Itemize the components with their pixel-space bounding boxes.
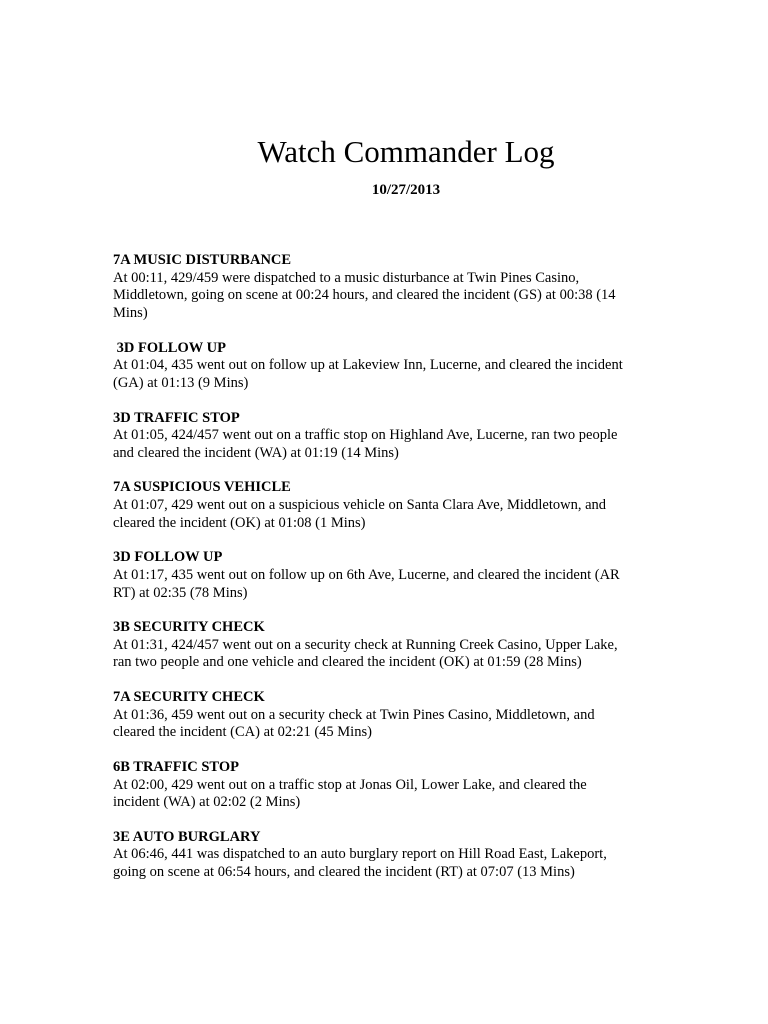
log-entry [113,252,653,323]
entry-line: At 06:46, 441 was dispatched to an auto burglary report on Hill Road East, Lakeport, [113,846,607,863]
entry-body [113,427,653,462]
entry-body [113,270,653,323]
entry-heading: 3D FOLLOW UP [113,339,226,356]
entry-heading: 3E AUTO BURGLARY [113,828,261,845]
log-entries [113,252,653,899]
entry-heading: 3B SECURITY CHECK [113,619,265,636]
entry-body [113,846,653,881]
entry-line: At 01:05, 424/457 went out on a traffic stop on Highland Ave, Lucerne, ran two people [113,427,618,444]
entry-heading: 7A MUSIC DISTURBANCE [113,252,292,268]
log-entry [113,340,653,393]
entry-heading: 6B TRAFFIC STOP [113,759,239,776]
entry-line: At 00:11, 429/459 were dispatched to a music disturbance at Twin Pines Casino, [113,269,580,286]
log-entry [113,689,653,742]
log-entry [113,829,653,882]
entry-line: and cleared the incident (WA) at 01:19 (14 Mins) [113,444,399,461]
entry-line: At 01:17, 435 went out on follow up on 6th Ave, Lucerne, and cleared the incident (AR [113,566,620,583]
entry-line: incident (WA) at 02:02 (2 Mins) [113,794,301,811]
entry-body [113,497,653,532]
entry-line: cleared the incident (OK) at 01:08 (1 Mins) [113,514,366,531]
entry-body [113,777,653,812]
entry-heading: 3D FOLLOW UP [113,549,223,566]
entry-line: At 01:07, 429 went out on a suspicious vehicle on Santa Clara Ave, Middletown, and [113,496,607,513]
entry-body [113,637,653,672]
entry-heading: 7A SECURITY CHECK [113,689,265,706]
entry-line: (GA) at 01:13 (9 Mins) [113,374,249,391]
entry-line: going on scene at 06:54 hours, and cleared the incident (RT) at 07:07 (13 Mins) [113,864,575,881]
entry-line: At 01:04, 435 went out on follow up at Lakeview Inn, Lucerne, and cleared the incident [113,357,623,374]
log-entry [113,759,653,812]
entry-body [113,567,653,602]
entry-line: Middletown, going on scene at 00:24 hours, and cleared the incident (GS) at 00:38 (14 [113,287,616,304]
entry-line: At 01:36, 459 went out on a security check at Twin Pines Casino, Middletown, and [113,706,595,723]
entry-line: RT) at 02:35 (78 Mins) [113,584,248,601]
document-title: Watch Commander Log [257,134,555,169]
entry-body [113,357,653,392]
entry-heading: 7A SUSPICIOUS VEHICLE [113,479,291,496]
entry-line: cleared the incident (CA) at 02:21 (45 Mins) [113,724,372,741]
log-entry [113,619,653,672]
entry-body [113,707,653,742]
entry-heading: 3D TRAFFIC STOP [113,409,240,426]
log-entry [113,410,653,463]
entry-line: At 01:31, 424/457 went out on a security check at Running Creek Casino, Upper Lake, [113,636,618,653]
entry-line: ran two people and one vehicle and cleared the incident (OK) at 01:59 (28 Mins) [113,654,582,671]
entry-line: Mins) [113,304,148,321]
log-entry [113,549,653,602]
entry-line: At 02:00, 429 went out on a traffic stop at Jonas Oil, Lower Lake, and cleared the [113,776,587,793]
document-date: 10/27/2013 [371,182,441,198]
log-entry [113,479,653,532]
